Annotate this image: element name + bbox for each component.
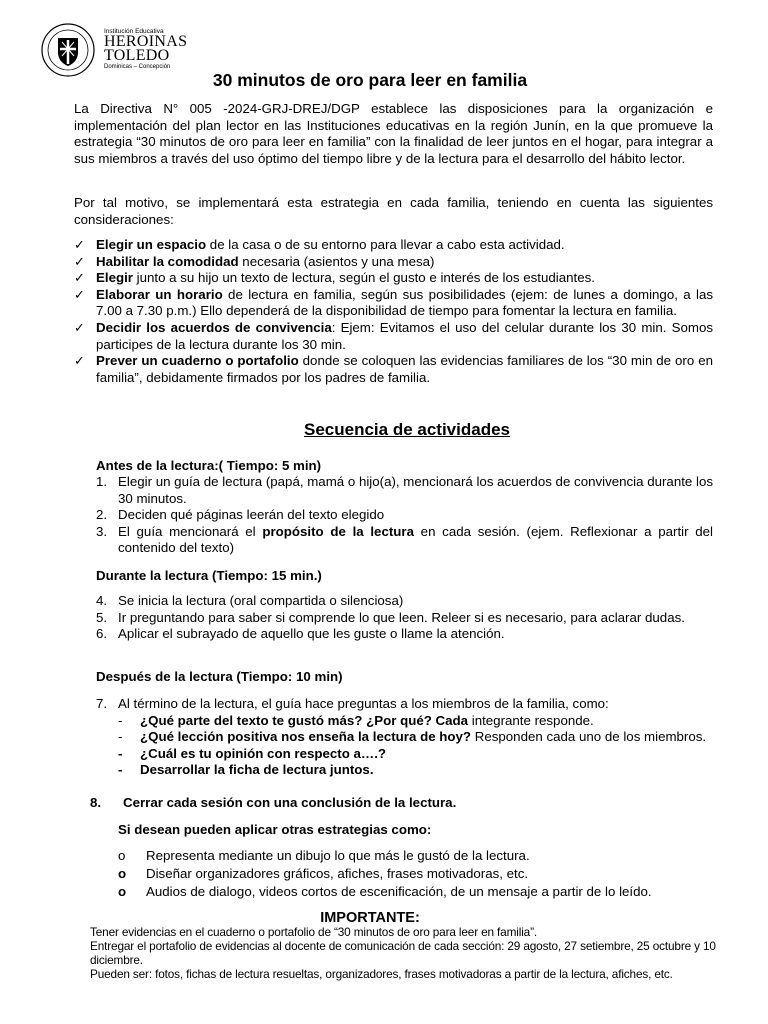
closing-item: 8. Cerrar cada sesión con una conclusión de la lectura. (90, 795, 457, 810)
logo-line4: Dominicas – Concepción (104, 64, 171, 70)
list-item: 7. Al término de la lectura, el guía hace preguntas a los miembros de la familia, como: - ¿Qué parte del texto te gustó más? ¿Por qué? Cada integrante responde. - ¿Qué lección positiva nos enseña la lectura de hoy? Responden cada uno de los miembros. - ¿Cuál es tu opinión con respecto a….? - Desarrollar la ficha de lectura juntos. (96, 696, 713, 779)
antes-list (96, 474, 713, 557)
logo-line2: HEROINAS (104, 33, 188, 50)
list-item: o Diseñar organizadores gráficos, afiches, frases motivadoras, etc. (118, 866, 529, 881)
bullet-icon: o (118, 848, 126, 863)
section-antes-title: Antes de la lectura:( Tiempo: 5 min) (96, 458, 322, 473)
important-notes (90, 925, 720, 981)
important-line: Entregar el portafolio de evidencias al docente de comunicación de cada sección: 29 agosto, 27 setiembre, 25 octubre y 10 diciembre. (90, 939, 716, 967)
intro-paragraph: La Directiva N° 005 -2024-GRJ-DREJ/DGP establece las disposiciones para la organización e implementación del plan lector en las Instituciones educativas en la región Junín, en la que promueve la estrategia “30 minutos de oro para leer en familia” con la finalidad de leer juntos en el hogar, para integrar a sus miembros a través del uso óptimo del tiempo libre y de la lectura para el desarrollo del hábito lector. (74, 101, 713, 166)
despues-list (96, 696, 713, 779)
list-item: - ¿Qué parte del texto te gustó más? ¿Por qué? Cada integrante responde. (118, 712, 594, 728)
list-item: ✓ Elegir junto a su hijo un texto de lectura, según el gusto e interés de los estudiantes. (74, 270, 595, 286)
checkmark-icon: ✓ (74, 270, 85, 286)
list-item: 4. Se inicia la lectura (oral compartida o silenciosa) (96, 593, 404, 608)
important-title: IMPORTANTE: (320, 910, 420, 926)
list-item: ✓ Prever un cuaderno o portafolio donde se coloquen las evidencias familiares de los “30 min de oro en familia”, debidamente firmados por los padres de familia. (74, 353, 713, 385)
list-item: o Representa mediante un dibujo lo que más le gustó de la lectura. (118, 848, 530, 863)
logo-line3: TOLEDO (104, 47, 170, 64)
strategies-list (118, 847, 718, 901)
list-item: ✓ Decidir los acuerdos de convivencia: Ejem: Evitamos el uso del celular durante los 30 min. Somos participes de la lectura durante los 30 min. (74, 319, 713, 352)
section-despues-title: Después de la lectura (Tiempo: 10 min) (96, 669, 343, 684)
bullet-icon: o (118, 866, 127, 881)
checkmark-icon: ✓ (74, 353, 85, 369)
list-item: ✓ Habilitar la comodidad necesaria (asientos y una mesa) (74, 253, 435, 269)
document-title: 30 minutos de oro para leer en familia (212, 70, 528, 90)
important-line: Pueden ser: fotos, fichas de lectura resueltas, organizadores, frases motivadoras a partir de la lectura, afiches, etc. (90, 967, 673, 981)
list-item: 2. Deciden qué páginas leerán del texto elegido (96, 507, 385, 523)
sequence-title: Secuencia de actividades (304, 420, 510, 439)
intro-paragraph-2: Por tal motivo, se implementará esta estrategia en cada familia, teniendo en cuenta las siguientes consideraciones: (74, 195, 713, 227)
list-item: 5. Ir preguntando para saber si comprende lo que leen. Releer si es necesario, para aclarar dudas. (96, 609, 685, 625)
list-item: - ¿Qué lección positiva nos enseña la lectura de hoy? Responden cada uno de los miembros. (118, 729, 707, 745)
strategies-title: Si desean pueden aplicar otras estrategias como: (118, 822, 432, 837)
checkmark-icon: ✓ (74, 319, 85, 335)
logo-line1: Institución Educativa (104, 28, 164, 35)
list-item: - ¿Cuál es tu opinión con respecto a….? (118, 745, 387, 761)
list-item: 1. Elegir un guía de lectura (papá, mamá o hijo(a), mencionará los acuerdos de convivencia durante los 30 minutos. (96, 474, 714, 506)
list-item: ✓ Elaborar un horario de lectura en familia, según sus posibilidades (ejem: de lunes a domingo, a las 7.00 a 7.30 p.m.) Ello dependerá de la disponibilidad de tiempo para fomentar la lectura en familia. (74, 286, 714, 319)
section-durante-title: Durante la lectura (Tiempo: 15 min.) (96, 568, 322, 583)
checkmark-icon: ✓ (74, 253, 85, 269)
considerations-list (74, 237, 713, 386)
list-item: ✓ Elegir un espacio de la casa o de su entorno para llevar a cabo esta actividad. (74, 237, 565, 252)
checkmark-icon: ✓ (74, 286, 85, 302)
list-item: o Audios de dialogo, videos cortos de escenificación, de un mensaje a partir de lo leído. (118, 884, 652, 899)
important-line: Tener evidencias en el cuaderno o portafolio de “30 minutos de oro para leer en familia”. (90, 925, 537, 939)
list-item: - Desarrollar la ficha de lectura juntos. (118, 762, 374, 778)
bullet-icon: o (118, 884, 127, 899)
checkmark-icon: ✓ (74, 237, 85, 252)
list-item: 3. El guía mencionará el propósito de la lectura en cada sesión. (ejem. Reflexionar a partir del contenido del texto) (96, 523, 713, 556)
durante-list (96, 593, 713, 643)
list-item: 6. Aplicar el subrayado de aquello que les guste o llame la atención. (96, 626, 505, 642)
questions-list (118, 713, 713, 779)
